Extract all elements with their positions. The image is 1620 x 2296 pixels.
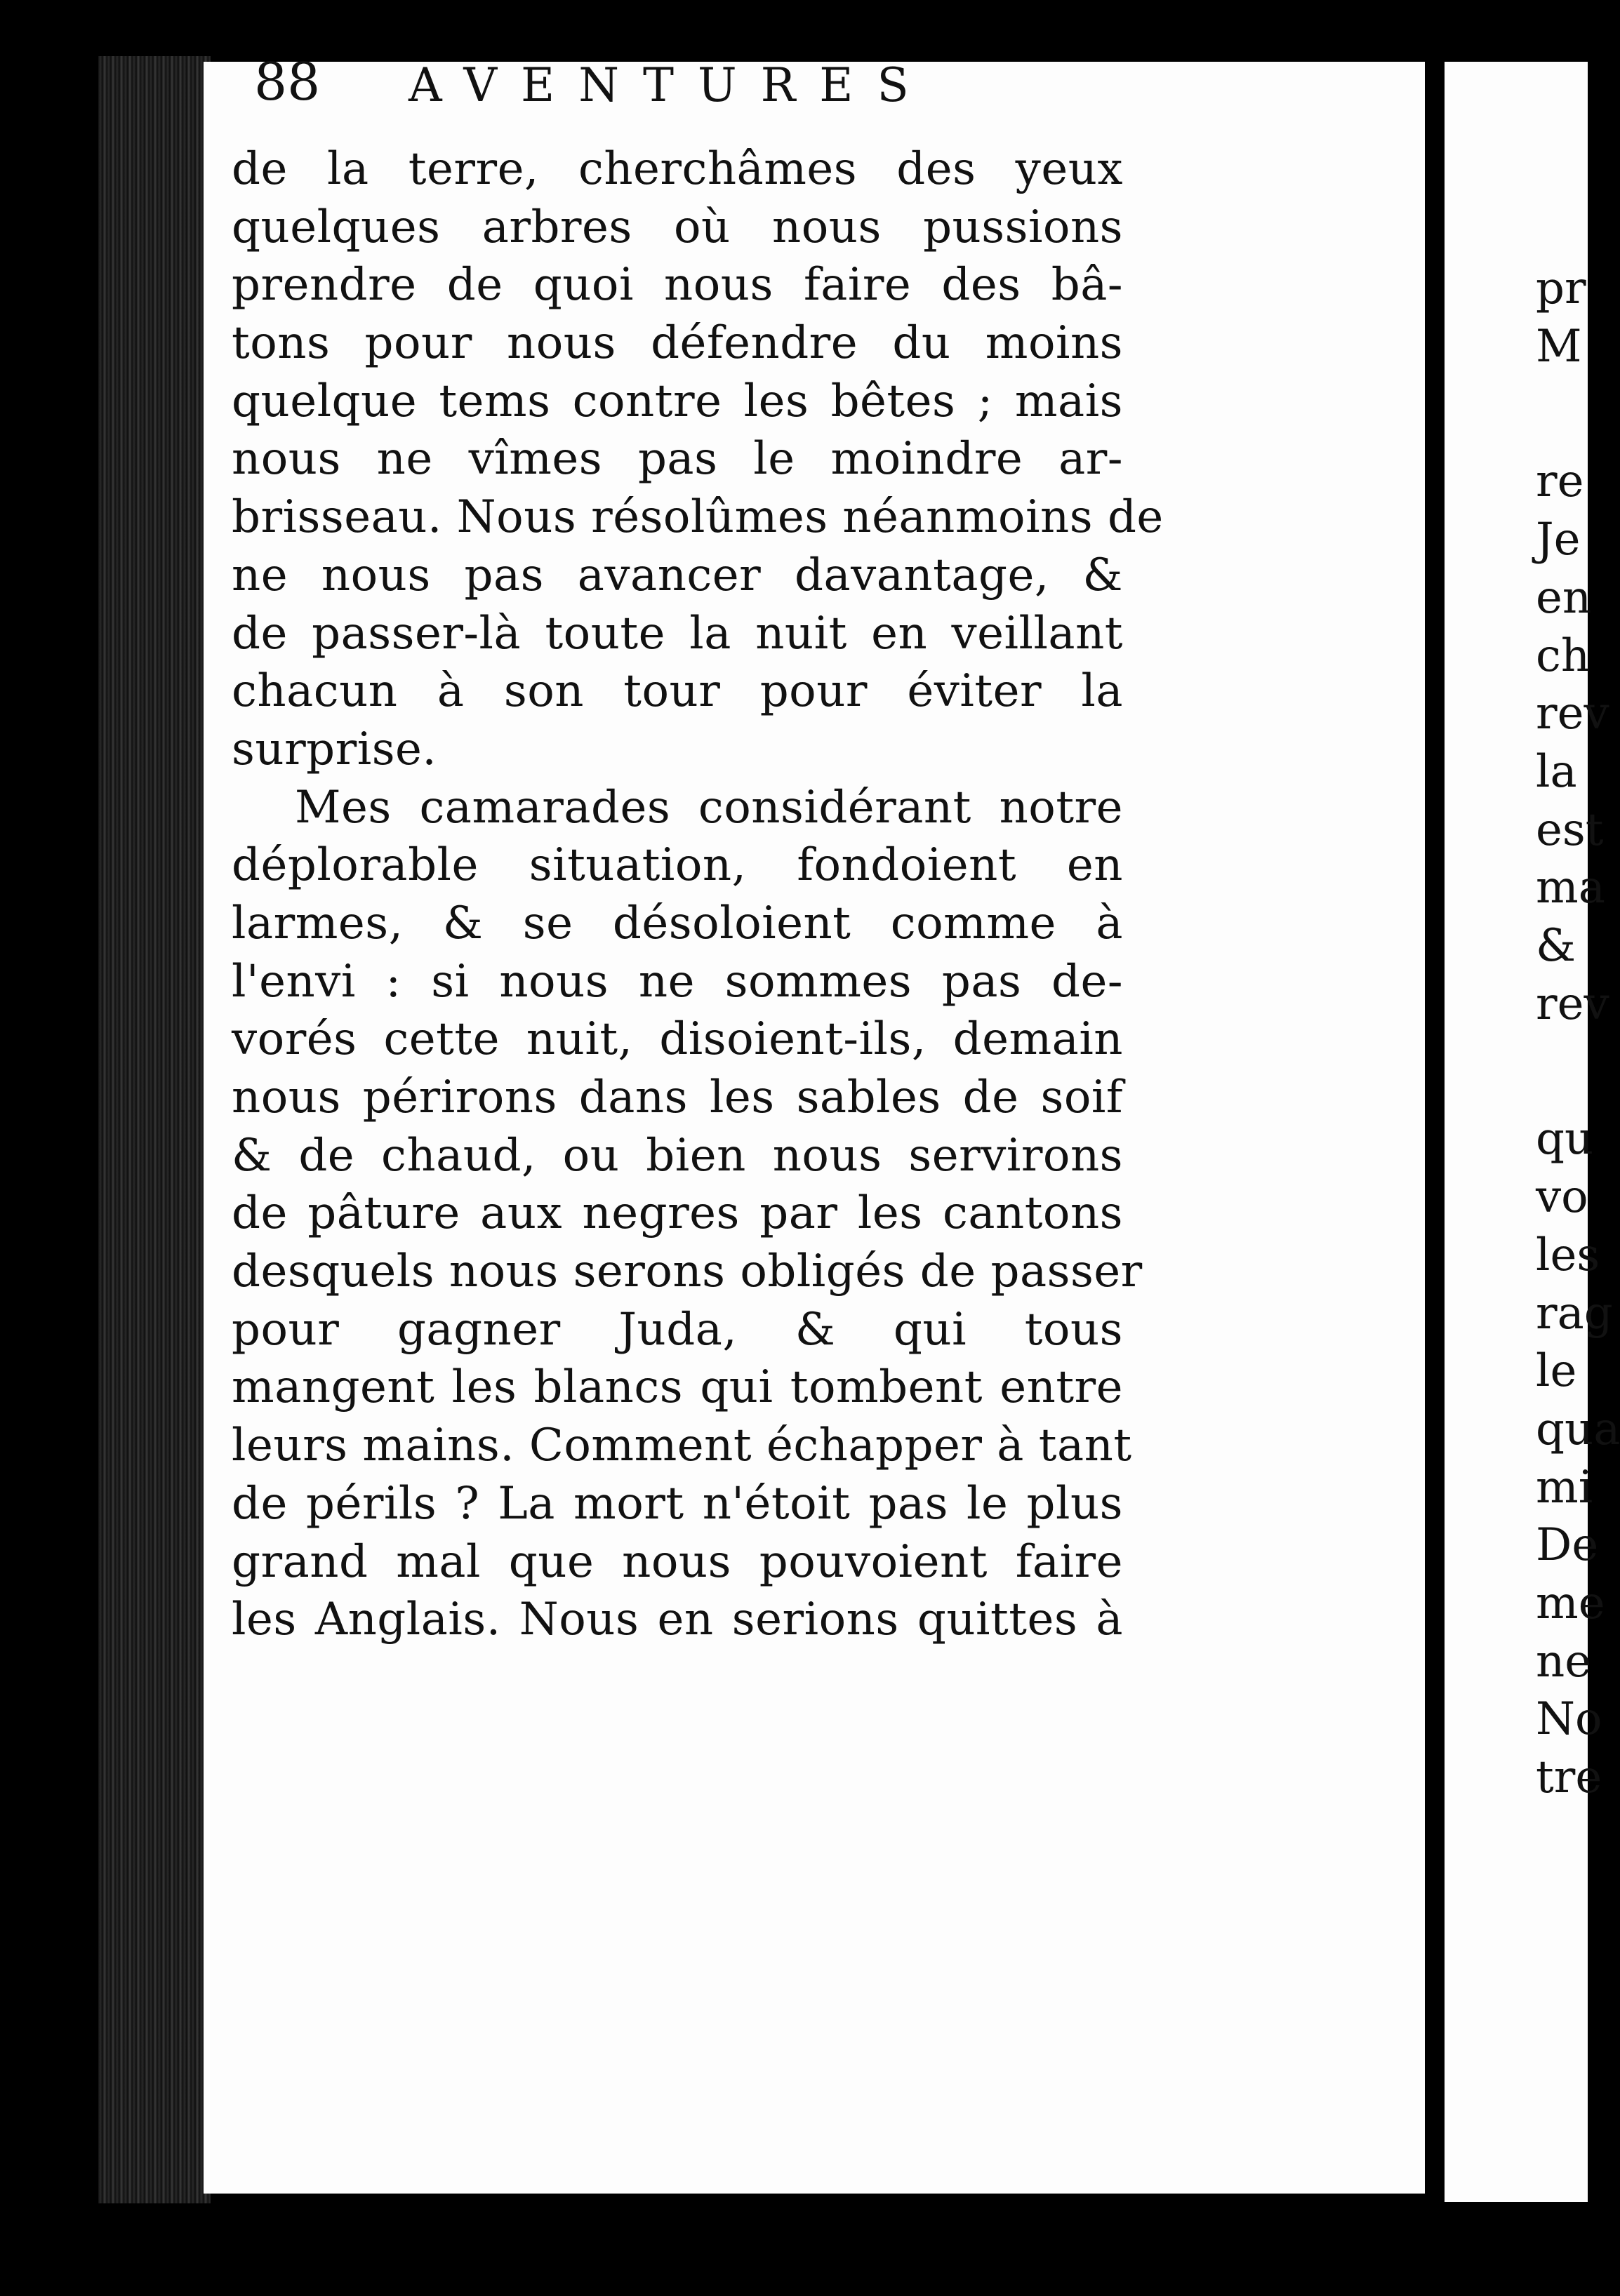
book-gutter xyxy=(98,56,211,2203)
facing-line: & xyxy=(1536,920,1576,973)
facing-line: rev xyxy=(1536,688,1609,740)
facing-line: rag xyxy=(1536,1287,1613,1340)
facing-line: No xyxy=(1536,1693,1602,1746)
facing-line: la xyxy=(1536,745,1577,798)
facing-line: pr xyxy=(1536,262,1586,314)
facing-line: les xyxy=(1536,1229,1600,1281)
body-text xyxy=(232,140,1164,1649)
text-line: nous périrons dans les sables de soif xyxy=(232,1072,1123,1123)
text-line: surprise. xyxy=(232,723,437,775)
text-line: mangent les blancs qui tombent entre xyxy=(232,1361,1123,1414)
text-line: chacun à son tour pour éviter la xyxy=(232,665,1123,718)
text-line: grand mal que nous pouvoient faire xyxy=(232,1535,1123,1588)
facing-line: rev xyxy=(1536,977,1609,1030)
text-line: vorés cette nuit, disoient-ils, demain xyxy=(232,1013,1123,1066)
text-line: leurs mains. Comment échapper à tant xyxy=(232,1420,1132,1472)
text-line: de périls ? La mort n'étoit pas le plus xyxy=(232,1477,1123,1530)
facing-line: me xyxy=(1536,1577,1605,1630)
text-line: desquels nous serons obligés de passer xyxy=(232,1246,1143,1298)
text-line: l'envi : si nous ne sommes pas de- xyxy=(232,955,1123,1008)
facing-line: De xyxy=(1536,1519,1599,1572)
facing-line: tre xyxy=(1536,1751,1602,1804)
facing-line: vo xyxy=(1536,1171,1588,1224)
facing-page-fragments xyxy=(1445,260,1620,1807)
facing-line: en xyxy=(1536,571,1592,624)
page-number: 88 xyxy=(254,52,321,112)
facing-line: qu xyxy=(1536,1113,1594,1166)
text-line: tons pour nous défendre du moins xyxy=(232,317,1123,370)
text-line: ne nous pas avancer davantage, & xyxy=(232,549,1123,601)
text-line: prendre de quoi nous faire des bâ- xyxy=(232,259,1123,312)
text-line: les Anglais. Nous en serions quittes à xyxy=(232,1594,1123,1646)
text-line: de pâture aux negres par les cantons xyxy=(232,1187,1123,1240)
facing-line: qua xyxy=(1536,1403,1620,1455)
page-header xyxy=(254,42,1167,112)
text-line: brisseau. Nous résolûmes néanmoins de xyxy=(232,491,1164,544)
text-line: quelque tems contre les bêtes ; mais xyxy=(232,375,1123,427)
facing-line: Je xyxy=(1536,514,1581,566)
facing-line: est xyxy=(1536,803,1604,856)
text-line: déplorable situation, fondoient en xyxy=(232,839,1123,892)
text-line: larmes, & se désoloient comme à xyxy=(232,897,1123,949)
text-line: Mes camarades considérant notre xyxy=(295,781,1123,834)
running-title: AVENTURES xyxy=(409,58,933,112)
facing-line: ch xyxy=(1536,629,1591,682)
facing-line: ma xyxy=(1536,862,1605,914)
text-line: nous ne vîmes pas le moindre ar- xyxy=(232,433,1123,486)
facing-line: re xyxy=(1536,455,1584,508)
text-line: & de chaud, ou bien nous servirons xyxy=(232,1129,1123,1182)
facing-line: M xyxy=(1536,320,1582,373)
text-line: quelques arbres où nous pussions xyxy=(232,201,1123,253)
text-line: pour gagner Juda, & qui tous xyxy=(232,1303,1123,1356)
facing-line: ne xyxy=(1536,1635,1592,1688)
facing-line: mi xyxy=(1536,1461,1593,1514)
text-line: de la terre, cherchâmes des yeux xyxy=(232,143,1123,195)
text-line: de passer-là toute la nuit en veillant xyxy=(232,607,1123,660)
facing-line: le xyxy=(1536,1345,1577,1398)
